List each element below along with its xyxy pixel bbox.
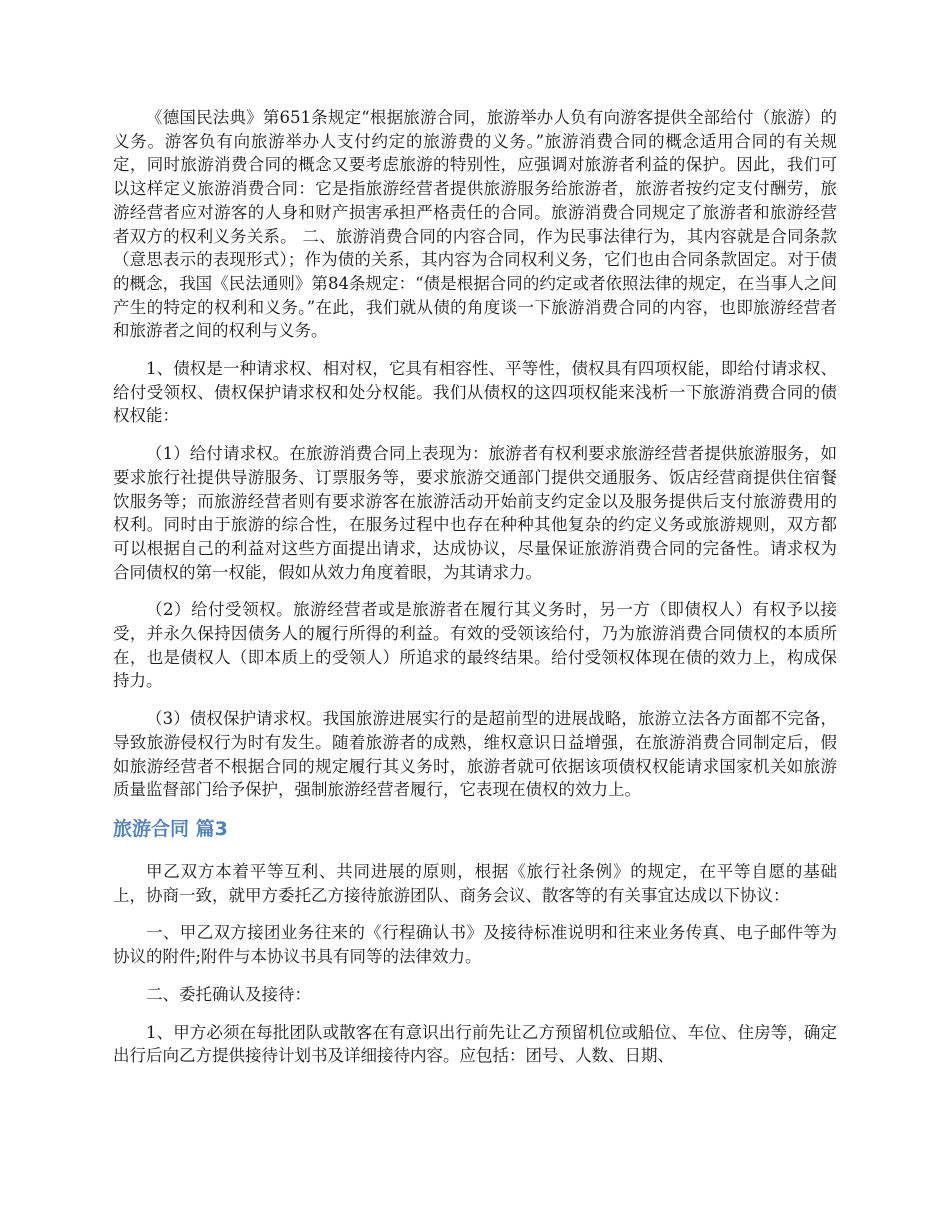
paragraph-creditor-rights: 1、债权是一种请求权、相对权，它具有相容性、平等性，债权具有四项权能，即给付请求权、给付受领权、债权保护请求权和处分权能。我们从债权的这四项权能来浅析一下旅游消费合同的债权权能： — [113, 359, 837, 426]
paragraph-claim-right: （1）给付请求权。在旅游消费合同上表现为：旅游者有权利要求旅游经营者提供旅游服务，如要求旅行社提供导游服务、订票服务等，要求旅游交通部门提供交通服务、饭店经营商提供住宿餐饮服务等；而旅游经营者则有要求游客在旅游活动开始前支约定金以及服务提供后支付旅游费用的权利。同时由于旅游的综合性，在服务过程中也存在种种其他复杂的约定义务或旅游规则，双方都可以根据自己的利益对这些方面提出请求，达成协议，尽量保证旅游消费合同的完备性。请求权为合同债权的第一权能，假如从效力角度着眼，为其请求力。 — [113, 444, 837, 582]
paragraph-agreement-preamble: 甲乙双方本着平等互利、共同进展的原则，根据《旅行社条例》的规定，在平等自愿的基础上，协商一致，就甲方委托乙方接待旅游团队、商务会议、散客等的有关事宜达成以下协议： — [113, 861, 837, 905]
paragraph-clause-two-title: 二、委托确认及接待： — [146, 984, 311, 1004]
paragraph-protection-right: （3）债权保护请求权。我国旅游进展实行的是超前型的进展战略，旅游立法各方面都不完备，导致旅游侵权行为时有发生。随着旅游者的成熟，维权意识日益增强，在旅游消费合同制定后，假如旅游经营者不根据合同的规定履行其义务时，旅游者就可依据该项债权权能请求国家机关如旅游质量监督部门给予保护，强制旅游经营者履行，它表现在债权的效力上。 — [113, 709, 837, 800]
paragraph-clause-one: 一、甲乙双方接团业务往来的《行程确认书》及接待标准说明和往来业务传真、电子邮件等为协议的附件;附件与本协议书具有同等的法律效力。 — [113, 923, 837, 967]
paragraph-clause-two-item-one: 1、甲方必须在每批团队或散客在有意识出行前先让乙方预留机位或船位、车位、住房等，确定出行后向乙方提供接待计划书及详细接待内容。应包括：团号、人数、日期、 — [113, 1022, 837, 1066]
section-heading: 旅游合同 篇3 — [113, 817, 228, 840]
paragraph-intro: 《德国民法典》第651条规定“根据旅游合同，旅游举办人负有向游客提供全部给付（旅游）的义务。游客负有向旅游举办人支付约定的旅游费的义务。”旅游消费合同的概念适用合同的有关规定，同时旅游消费合同的概念又要考虑旅游的特别性，应强调对旅游者利益的保护。因此，我们可以这样定义旅游消费合同：它是指旅游经营者提供旅游服务给旅游者，旅游者按约定支付酬劳，旅游经营者应对游客的人身和财产损害承担严格责任的合同。旅游消费合同规定了旅游者和旅游经营者双方的权利义务关系。 二、旅游消费合同的内容合同，作为民事法律行为，其内容就是合同条款（意思表示的表现形式）；作为债的关系，其内容为合同权利义务，它们也由合同条款固定。对于债的概念，我国《民法通则》第84条规定：“债是根据合同的约定或者依照法律的规定，在当事人之间产生的特定的权利和义务。”在此，我们就从债的角度谈一下旅游消费合同的内容，也即旅游经营者和旅游者之间的权利与义务。 — [113, 108, 837, 341]
paragraph-receipt-right: （2）给付受领权。旅游经营者或是旅游者在履行其义务时，另一方（即债权人）有权予以接受，并永久保持因债务人的履行所得的利益。有效的受领该给付，乃为旅游消费合同债权的本质所在，也是债权人（即本质上的受领人）所追求的最终结果。给付受领权体现在债的效力上，构成保持力。 — [113, 600, 837, 691]
document-page — [113, 106, 837, 1082]
